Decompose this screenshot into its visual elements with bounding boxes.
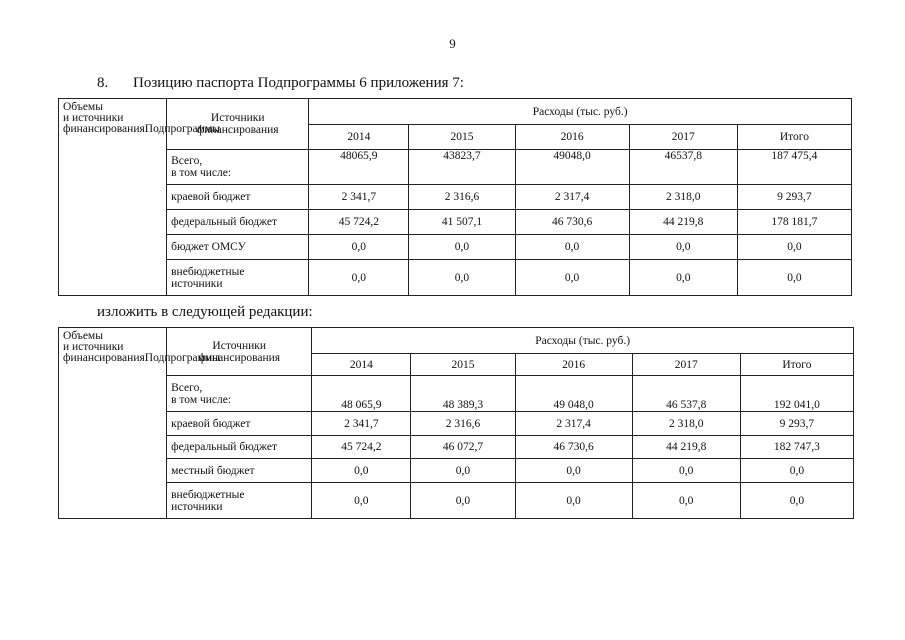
value-cell: 46 537,8 [632,376,740,412]
volumes-sources-header-line: Подпрограммы [144,123,220,135]
source-label-line: в том числе: [171,393,232,406]
source-label-line: краевой бюджет [171,191,251,203]
volumes-sources-header-line: финансирования [63,352,145,364]
source-label [167,185,309,210]
value-cell: 48 389,3 [411,376,515,412]
year-header: Итого [740,354,853,376]
volumes-sources-header-line: Подпрограммы [144,352,220,364]
value-cell: 2 318,0 [629,185,737,210]
source-label [167,235,309,260]
financing-table-old [58,98,852,296]
source-label [167,260,309,296]
value-cell: 0,0 [515,483,632,519]
source-label [167,412,312,436]
value-cell: 0,0 [629,260,737,296]
item-heading [97,75,464,92]
sources-header-line: финансирования [198,351,281,364]
value-cell: 0,0 [515,260,629,296]
value-cell: 46 730,6 [515,210,629,235]
value-cell: 46 730,6 [515,436,632,459]
year-header: 2017 [632,354,740,376]
table-row [59,412,854,436]
value-cell: 44 219,8 [629,210,737,235]
value-cell: 46537,8 [629,150,737,185]
replace-instruction: изложить в следующей редакции: [97,304,313,320]
year-header: 2015 [409,125,515,150]
value-cell: 2 318,0 [632,412,740,436]
table-row [59,376,854,412]
source-label-line: внебюджетные [171,488,245,501]
value-cell: 0,0 [629,235,737,260]
value-cell: 178 181,7 [737,210,851,235]
source-label [167,210,309,235]
source-label-line: источники [171,277,223,290]
table-row [59,459,854,483]
source-label-line: в том числе: [171,167,232,179]
item-text: Позицию паспорта Подпрограммы 6 приложения 7: [133,75,464,91]
source-label-line: федеральный бюджет [171,441,277,453]
value-cell: 45 724,2 [312,436,411,459]
value-cell: 2 317,4 [515,412,632,436]
volumes-sources-header-line: и источники [63,341,124,353]
value-cell: 0,0 [409,260,515,296]
source-label-line: источники [171,500,223,513]
value-cell: 48065,9 [309,150,409,185]
source-label-line: бюджет ОМСУ [171,241,246,253]
value-cell: 192 041,0 [740,376,853,412]
value-cell: 0,0 [409,235,515,260]
source-label-line: Всего, [171,381,203,394]
value-cell: 9 293,7 [737,185,851,210]
value-cell: 0,0 [737,260,851,296]
value-cell: 182 747,3 [740,436,853,459]
value-cell: 2 341,7 [309,185,409,210]
year-header: 2016 [515,354,632,376]
year-header: 2016 [515,125,629,150]
value-cell: 0,0 [632,459,740,483]
value-cell: 46 072,7 [411,436,515,459]
year-header: 2017 [629,125,737,150]
table-row [59,483,854,519]
value-cell: 41 507,1 [409,210,515,235]
value-cell: 45 724,2 [309,210,409,235]
value-cell: 2 316,6 [409,185,515,210]
source-label [167,376,312,412]
year-header: 2015 [411,354,515,376]
value-cell: 0,0 [515,235,629,260]
source-label-line: внебюджетные [171,265,245,278]
value-cell: 0,0 [737,235,851,260]
value-cell: 0,0 [309,235,409,260]
value-cell: 0,0 [411,483,515,519]
value-cell: 44 219,8 [632,436,740,459]
year-header: 2014 [312,354,411,376]
financing-table-new [58,327,854,519]
value-cell: 2 341,7 [312,412,411,436]
page-number: 9 [449,36,456,51]
value-cell: 0,0 [312,483,411,519]
volumes-sources-header-line: Объемы [63,101,103,113]
table-row [59,235,852,260]
value-cell: 0,0 [309,260,409,296]
value-cell: 0,0 [411,459,515,483]
value-cell: 0,0 [740,483,853,519]
table-row [59,185,852,210]
year-header: Итого [737,125,851,150]
source-label-line: краевой бюджет [171,417,251,430]
volumes-sources-header-line: Объемы [63,330,103,342]
source-label-line: федеральный бюджет [171,216,277,228]
value-cell: 2 317,4 [515,185,629,210]
source-label [167,436,312,459]
value-cell: 187 475,4 [737,150,851,185]
value-cell: 48 065,9 [312,376,411,412]
table-row [59,210,852,235]
value-cell: 0,0 [515,459,632,483]
table-row [59,150,852,185]
value-cell: 43823,7 [409,150,515,185]
value-cell: 0,0 [740,459,853,483]
sources-header-line: Источники [210,112,265,124]
table-row [59,260,852,296]
volumes-sources-header-line: и источники [63,112,124,124]
source-label [167,483,312,519]
year-header: 2014 [309,125,409,150]
source-label [167,150,309,185]
expenses-header: Расходы (тыс. руб.) [309,99,852,125]
source-label-line: местный бюджет [171,464,255,477]
source-label [167,459,312,483]
item-number: 8. [97,75,109,91]
value-cell: 2 316,6 [411,412,515,436]
sources-header-line: финансирования [196,124,279,136]
value-cell: 9 293,7 [740,412,853,436]
volumes-sources-header-line: финансирования [63,123,145,135]
sources-header-line: Источники [212,339,266,352]
source-label-line: Всего, [171,155,203,167]
value-cell: 49 048,0 [515,376,632,412]
value-cell: 0,0 [632,483,740,519]
expenses-header: Расходы (тыс. руб.) [312,328,854,354]
table-row [59,436,854,459]
value-cell: 49048,0 [515,150,629,185]
value-cell: 0,0 [312,459,411,483]
